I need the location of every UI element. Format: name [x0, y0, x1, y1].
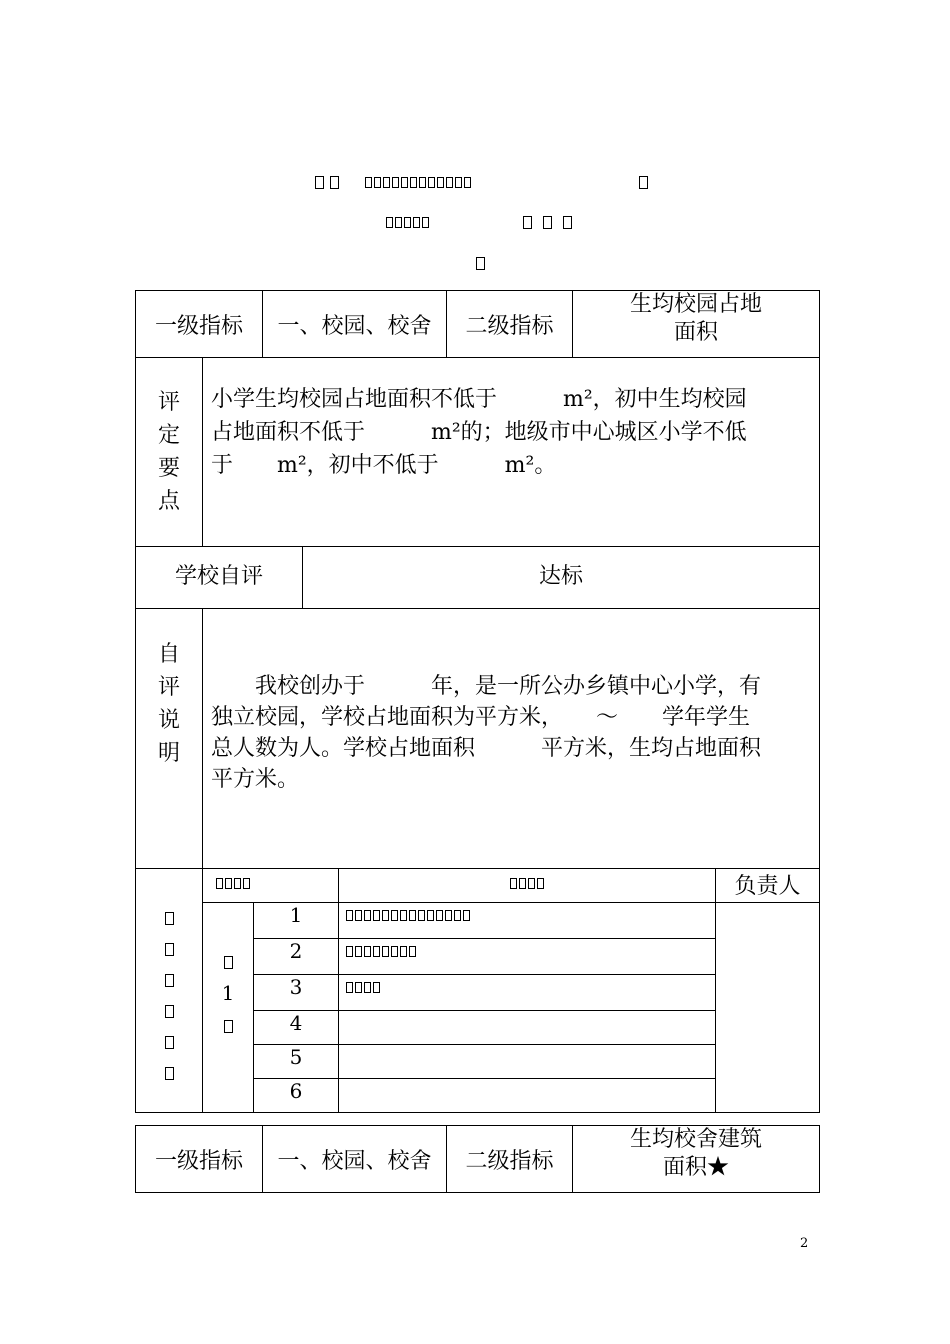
- page-number: 2: [800, 1236, 809, 1251]
- level2-label: 二级指标: [447, 291, 573, 358]
- header-line-1-right: [636, 172, 651, 191]
- explain-label-char: 自: [157, 641, 180, 667]
- criteria-line: 于 m²，初中不低于 m²。: [211, 452, 557, 478]
- responsible-header: 负责人: [716, 869, 820, 903]
- plan-row-content: [339, 975, 716, 1011]
- plan-row-num: 1: [254, 903, 339, 939]
- indicator-table-2: [135, 1125, 820, 1193]
- level2-value-line2: 面积: [673, 320, 718, 345]
- self-eval-value: 达标: [303, 547, 820, 609]
- level2-value-line1: 生均校舍建筑: [629, 1127, 762, 1152]
- plan-row-num: 4: [254, 1011, 339, 1045]
- criteria-label-char: 点: [157, 489, 180, 514]
- self-eval-table: [135, 546, 820, 609]
- explain-line: 总人数为人。学校占地面积 平方米，生均占地面积: [211, 736, 762, 761]
- level1-value: 一、校园、校舍: [263, 291, 447, 358]
- header-line-1: [312, 172, 472, 188]
- level1-label: 一级指标: [136, 1126, 263, 1193]
- explain-line: 独立校园，学校占地面积为平方米， ～ 学年学生: [211, 705, 751, 730]
- level1-label: 一级指标: [136, 291, 263, 358]
- explain-label-char: 评: [157, 674, 180, 700]
- header-line-2-right: [520, 212, 575, 231]
- level2-label: 二级指标: [447, 1126, 573, 1193]
- plan-col2-header: [339, 869, 716, 903]
- header-line-3: [473, 253, 488, 272]
- plan-row-num: 6: [254, 1079, 339, 1113]
- explain-table: [135, 608, 820, 869]
- self-eval-label: 学校自评: [136, 547, 303, 609]
- explain-label-char: 说: [157, 707, 180, 733]
- criteria-line: 小学生均校园占地面积不低于 m²，初中生均校园: [211, 386, 747, 412]
- plan-row-num: 5: [254, 1045, 339, 1079]
- criteria-label-char: 要: [157, 456, 180, 481]
- plan-row-content: [339, 939, 716, 975]
- level1-value: 一、校园、校舍: [263, 1126, 447, 1193]
- level2-value-line2: 面积★: [662, 1155, 729, 1180]
- explain-label: [136, 609, 203, 869]
- explain-line: 我校创办于 年，是一所公办乡镇中心小学，有: [211, 674, 762, 699]
- header-line-2: [385, 212, 430, 231]
- explain-line: 平方米。: [211, 767, 300, 792]
- plan-row-num: 3: [254, 975, 339, 1011]
- explain-label-char: 明: [157, 740, 180, 766]
- level2-value: [573, 1126, 820, 1193]
- plan-item-number: 1: [221, 980, 235, 1005]
- criteria-line: 占地面积不低于 m²的；地级市中心城区小学不低: [211, 419, 747, 445]
- level2-value: [573, 291, 820, 358]
- plan-row-content: [339, 1011, 716, 1045]
- plan-item-group: [203, 903, 254, 1113]
- plan-vertical-label: [136, 869, 203, 1113]
- plan-row-num: 2: [254, 939, 339, 975]
- criteria-label-char: 定: [157, 423, 180, 448]
- indicator-table: [135, 290, 820, 358]
- plan-row-content: [339, 1045, 716, 1079]
- explain-text: [203, 609, 820, 869]
- plan-responsible-cell: [716, 903, 820, 1113]
- criteria-table: [135, 357, 820, 547]
- plan-table: [135, 868, 820, 1113]
- criteria-label: [136, 358, 203, 547]
- criteria-text: [203, 358, 820, 547]
- plan-col1-header: [203, 869, 339, 903]
- plan-row-content: [339, 903, 716, 939]
- level2-value-line1: 生均校园占地: [629, 292, 762, 317]
- plan-row-content: [339, 1079, 716, 1113]
- criteria-label-char: 评: [157, 390, 180, 415]
